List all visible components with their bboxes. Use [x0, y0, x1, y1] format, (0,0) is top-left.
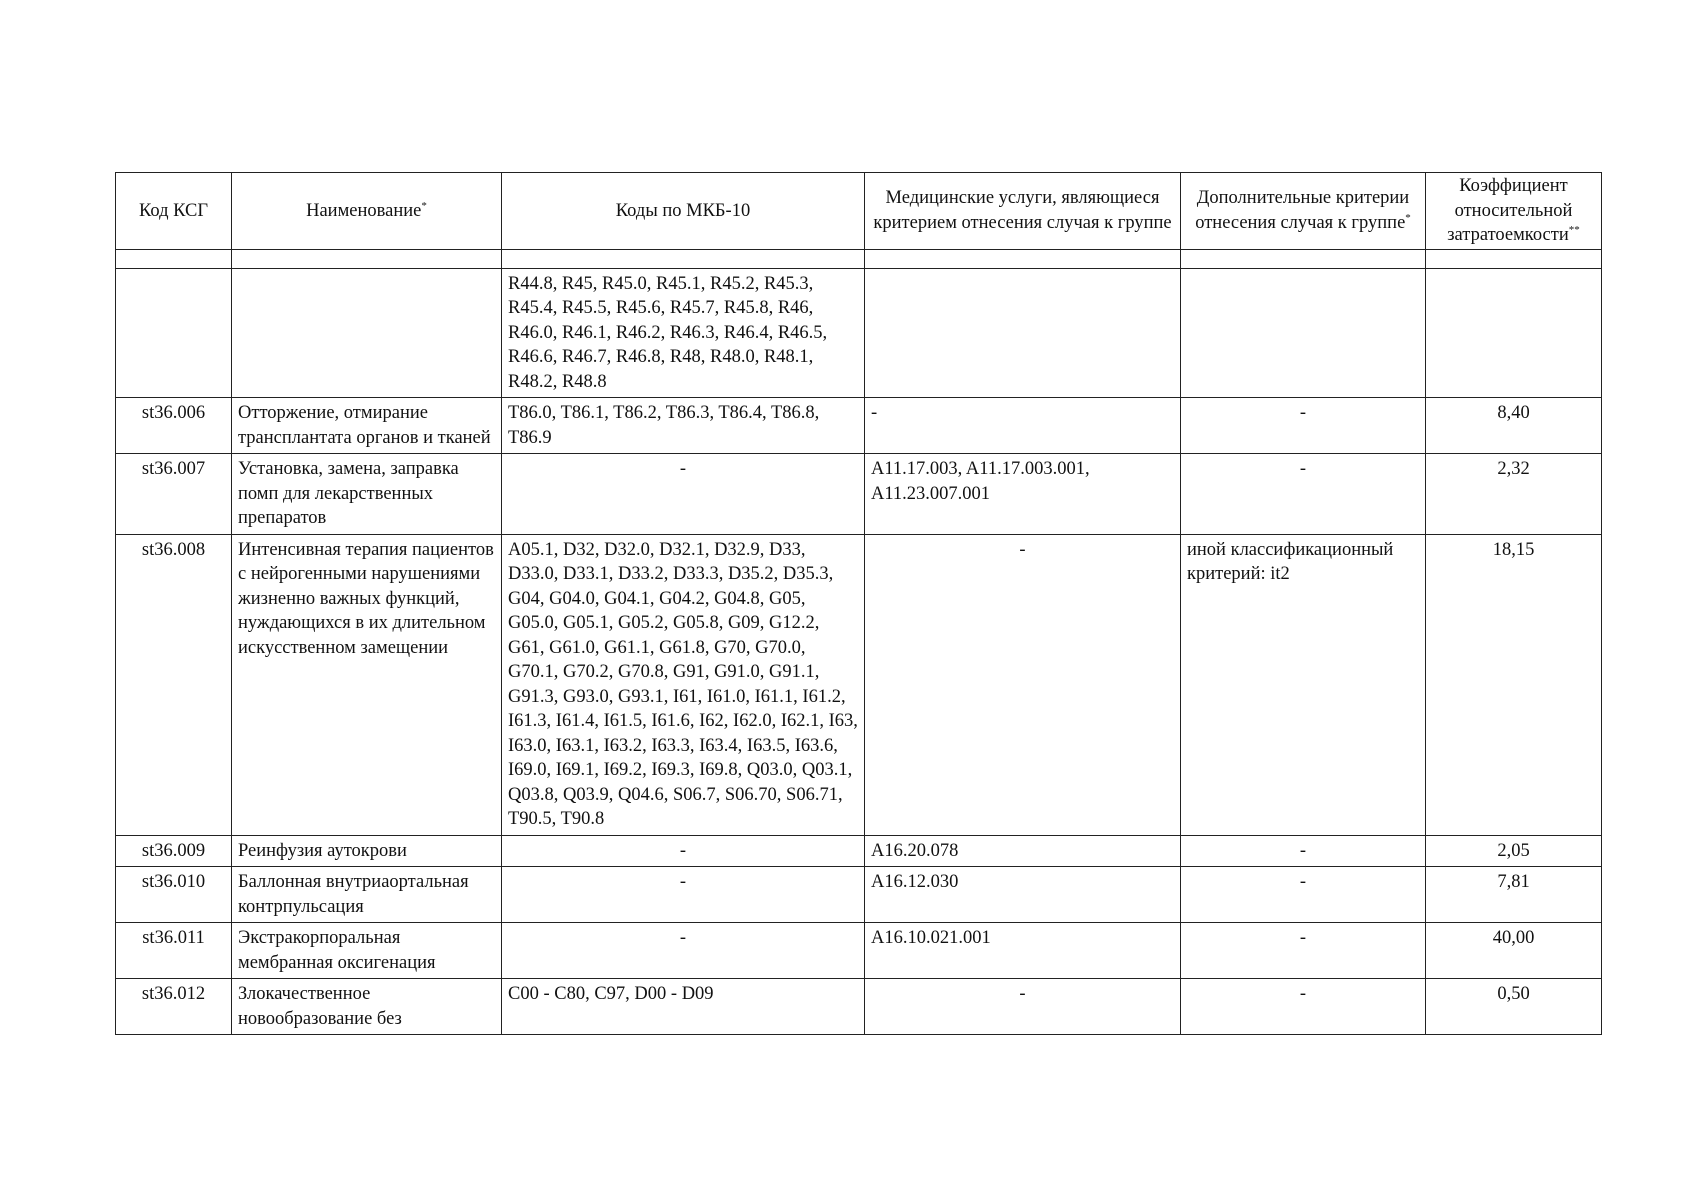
- cell-services: [865, 268, 1181, 398]
- cell-coef: 7,81: [1426, 867, 1602, 923]
- cell-name: Экстракорпоральная мембранная оксигенация: [232, 923, 502, 979]
- cell-name: Интенсивная терапия пациентов с нейрогенными нарушениями жизненно важных функций, нуждающихся в их длительном искусственном замещении: [232, 534, 502, 835]
- cell-name: Отторжение, отмирание трансплантата органов и тканей: [232, 398, 502, 454]
- spacer-cell: [116, 249, 232, 268]
- table-row: [116, 979, 1602, 1035]
- cell-extra: -: [1181, 454, 1426, 535]
- table-header: [116, 173, 1602, 269]
- spacer-cell: [232, 249, 502, 268]
- cell-icd: -: [502, 454, 865, 535]
- footnote-mark: *: [1405, 211, 1411, 224]
- cell-icd: C00 - C80, C97, D00 - D09: [502, 979, 865, 1035]
- cell-icd: -: [502, 923, 865, 979]
- header-extra: Дополнительные критерии отнесения случая к группе*: [1181, 173, 1426, 250]
- header-name: Наименование*: [232, 173, 502, 250]
- header-spacer-row: [116, 249, 1602, 268]
- cell-services: A16.20.078: [865, 835, 1181, 867]
- cell-extra: -: [1181, 398, 1426, 454]
- cell-services: A16.12.030: [865, 867, 1181, 923]
- cell-icd: -: [502, 835, 865, 867]
- table-row: [116, 268, 1602, 398]
- cell-services: -: [865, 534, 1181, 835]
- cell-code: st36.010: [116, 867, 232, 923]
- table-row: [116, 835, 1602, 867]
- cell-services: A11.17.003, A11.17.003.001, A11.23.007.001: [865, 454, 1181, 535]
- cell-icd: R44.8, R45, R45.0, R45.1, R45.2, R45.3, R45.4, R45.5, R45.6, R45.7, R45.8, R46, R46.0, R46.1, R46.2, R46.3, R46.4, R46.5, R46.6, R46.7, R46.8, R48, R48.0, R48.1, R48.2, R48.8: [502, 268, 865, 398]
- cell-extra: -: [1181, 923, 1426, 979]
- table-row: [116, 534, 1602, 835]
- header-code: Код КСГ: [116, 173, 232, 250]
- header-services: Медицинские услуги, являющиеся критерием отнесения случая к группе: [865, 173, 1181, 250]
- cell-extra: [1181, 268, 1426, 398]
- cell-code: st36.009: [116, 835, 232, 867]
- cell-coef: 0,50: [1426, 979, 1602, 1035]
- footnote-mark: **: [1568, 223, 1580, 236]
- cell-code: st36.006: [116, 398, 232, 454]
- table-row: [116, 923, 1602, 979]
- cell-name: [232, 268, 502, 398]
- header-coef: Коэффициент относительной затратоемкости**: [1426, 173, 1602, 250]
- cell-name: Реинфузия аутокрови: [232, 835, 502, 867]
- cell-coef: 8,40: [1426, 398, 1602, 454]
- cell-coef: [1426, 268, 1602, 398]
- cell-extra: -: [1181, 835, 1426, 867]
- cell-code: st36.007: [116, 454, 232, 535]
- cell-services: A16.10.021.001: [865, 923, 1181, 979]
- header-icd: Коды по МКБ-10: [502, 173, 865, 250]
- cell-code: st36.011: [116, 923, 232, 979]
- cell-icd: A05.1, D32, D32.0, D32.1, D32.9, D33, D33.0, D33.1, D33.2, D33.3, D35.2, D35.3, G04, G04.0, G04.1, G04.2, G04.8, G05, G05.0, G05.1, G05.2, G05.8, G09, G12.2, G61, G61.0, G61.1, G61.8, G70, G70.0, G70.1, G70.2, G70.8, G91, G91.0, G91.1, G91.3, G93.0, G93.1, I61, I61.0, I61.1, I61.2, I61.3, I61.4, I61.5, I61.6, I62, I62.0, I62.1, I63, I63.0, I63.1, I63.2, I63.3, I63.4, I63.5, I63.6, I69.0, I69.1, I69.2, I69.3, I69.8, Q03.0, Q03.1, Q03.8, Q03.9, Q04.6, S06.7, S06.70, S06.71, T90.5, T90.8: [502, 534, 865, 835]
- cell-coef: 2,32: [1426, 454, 1602, 535]
- cell-coef: 18,15: [1426, 534, 1602, 835]
- cell-code: st36.012: [116, 979, 232, 1035]
- spacer-cell: [1426, 249, 1602, 268]
- cell-extra: иной классификационный критерий: it2: [1181, 534, 1426, 835]
- header-row: [116, 173, 1602, 250]
- table-row: [116, 867, 1602, 923]
- cell-code: st36.008: [116, 534, 232, 835]
- cell-services: -: [865, 979, 1181, 1035]
- cell-name: Злокачественное новообразование без: [232, 979, 502, 1035]
- ksg-table: [115, 172, 1602, 1035]
- cell-code: [116, 268, 232, 398]
- spacer-cell: [1181, 249, 1426, 268]
- cell-name: Установка, замена, заправка помп для лекарственных препаратов: [232, 454, 502, 535]
- cell-coef: 40,00: [1426, 923, 1602, 979]
- cell-services: -: [865, 398, 1181, 454]
- cell-extra: -: [1181, 979, 1426, 1035]
- footnote-mark: *: [421, 199, 427, 212]
- cell-name: Баллонная внутриаортальная контрпульсация: [232, 867, 502, 923]
- spacer-cell: [865, 249, 1181, 268]
- cell-coef: 2,05: [1426, 835, 1602, 867]
- spacer-cell: [502, 249, 865, 268]
- cell-icd: T86.0, T86.1, T86.2, T86.3, T86.4, T86.8, T86.9: [502, 398, 865, 454]
- table-row: [116, 398, 1602, 454]
- table-row: [116, 454, 1602, 535]
- table-body: [116, 268, 1602, 1035]
- cell-extra: -: [1181, 867, 1426, 923]
- cell-icd: -: [502, 867, 865, 923]
